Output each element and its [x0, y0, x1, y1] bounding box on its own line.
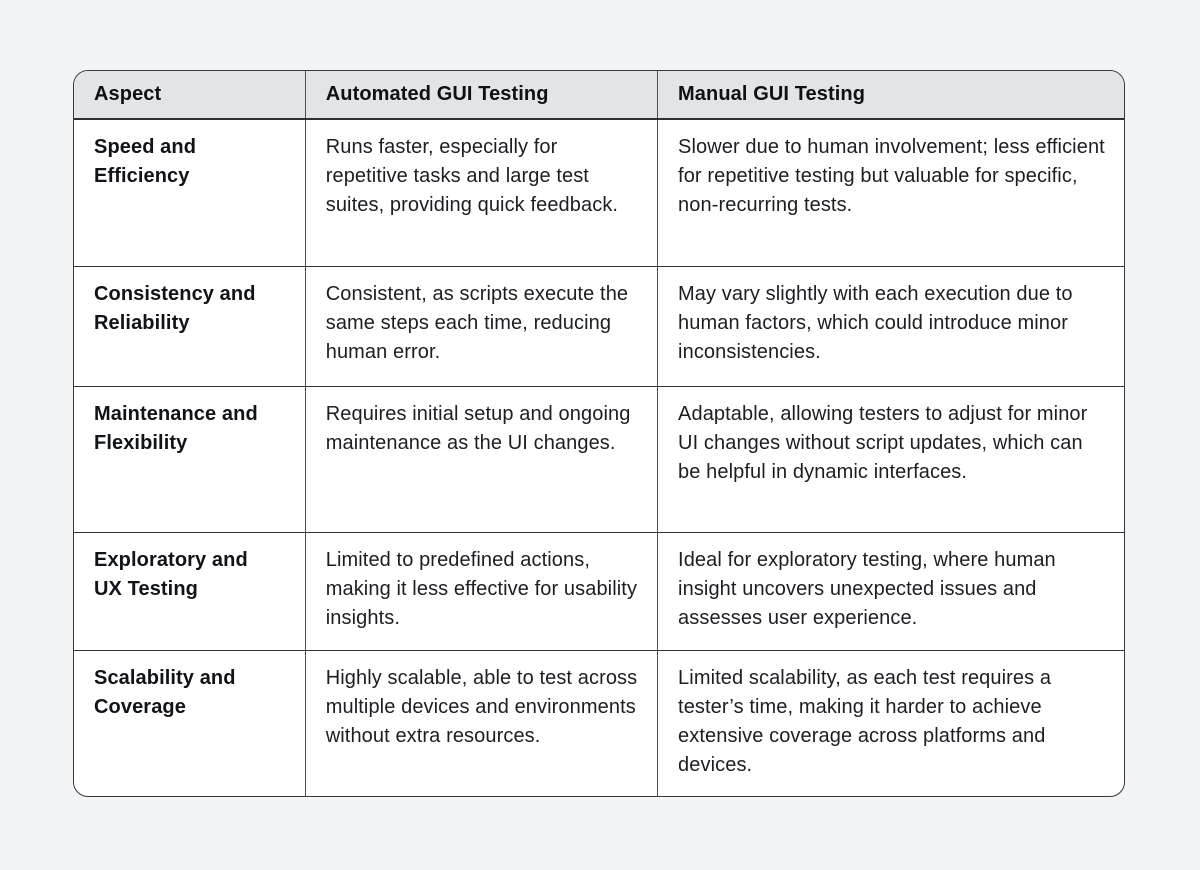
- aspect-label: Maintenance and Flexibility: [94, 402, 258, 454]
- table-cell-manual: Limited scalability, as each test requires a tester’s time, making it harder to achieve extensive coverage across platforms and devices.: [658, 650, 1124, 796]
- table-header-row: [74, 71, 1124, 119]
- aspect-label: Scalability and Coverage: [94, 666, 236, 718]
- table-cell-aspect: [74, 386, 305, 532]
- table-cell-automated: Requires initial setup and ongoing maintenance as the UI changes.: [305, 386, 657, 532]
- table-cell-automated: Highly scalable, able to test across multiple devices and environments without extra resources.: [305, 650, 657, 796]
- column-header-manual-gui-testing: Manual GUI Testing: [658, 71, 1124, 119]
- column-header-aspect: Aspect: [74, 71, 305, 119]
- table-cell-aspect: [74, 266, 305, 386]
- table-cell-automated: Limited to predefined actions, making it less effective for usability insights.: [305, 532, 657, 650]
- table-cell-aspect: [74, 119, 305, 266]
- aspect-label: Speed and Efficiency: [94, 136, 197, 187]
- table-cell-manual: Adaptable, allowing testers to adjust for minor UI changes without script updates, which can be helpful in dynamic interfaces.: [658, 386, 1124, 532]
- table-row: [74, 532, 1124, 650]
- table-row: [74, 650, 1124, 796]
- table-cell-aspect: [74, 650, 305, 796]
- aspect-label: Exploratory and UX Testing: [94, 548, 248, 600]
- aspect-label: Consistency and Reliability: [94, 282, 256, 334]
- table-cell-aspect: [74, 532, 305, 650]
- table-cell-automated: Runs faster, especially for repetitive tasks and large test suites, providing quick feedback.: [305, 119, 657, 266]
- comparison-table: [74, 71, 1124, 796]
- table-cell-automated: Consistent, as scripts execute the same steps each time, reducing human error.: [305, 266, 657, 386]
- table-row: [74, 266, 1124, 386]
- table-row: [74, 386, 1124, 532]
- table-row: [74, 119, 1124, 266]
- table-cell-manual: May vary slightly with each execution due to human factors, which could introduce minor inconsistencies.: [658, 266, 1124, 386]
- column-header-automated-gui-testing: Automated GUI Testing: [305, 71, 657, 119]
- table-cell-manual: Ideal for exploratory testing, where human insight uncovers unexpected issues and assesses user experience.: [658, 532, 1124, 650]
- comparison-table-card: [73, 70, 1125, 797]
- table-cell-manual: Slower due to human involvement; less efficient for repetitive testing but valuable for specific, non-recurring tests.: [658, 119, 1124, 266]
